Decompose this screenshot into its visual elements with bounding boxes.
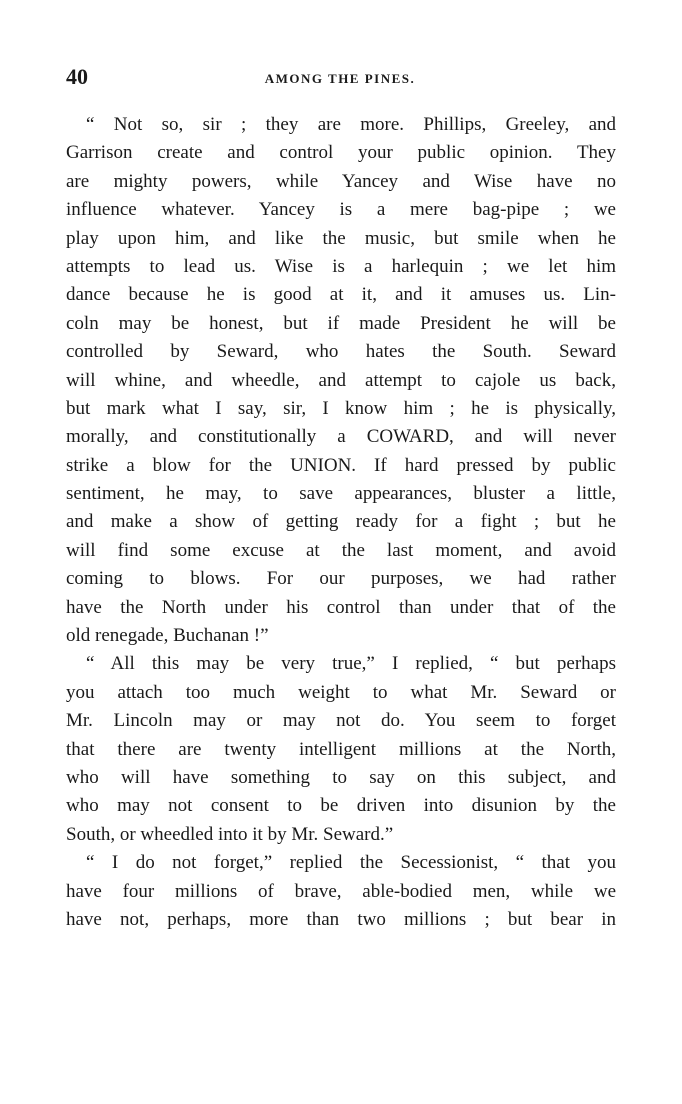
text-line: old renegade, Buchanan !”	[66, 625, 269, 647]
text-line: Mr. Lincoln may or may not do. You seem to forget	[66, 710, 616, 732]
text-line: have the North under his control than under that of the	[66, 596, 616, 618]
text-line: sentiment, he may, to save appearances, bluster a little,	[66, 483, 616, 505]
text-line: who will have something to say on this subject, and	[66, 766, 616, 788]
text-line: attempts to lead us. Wise is a harlequin ; we let him	[66, 255, 616, 277]
text-line: Garrison create and control your public opinion. They	[66, 142, 616, 164]
text-line: who may not consent to be driven into disunion by the	[66, 795, 616, 817]
text-line: and make a show of getting ready for a fight ; but he	[66, 511, 616, 533]
text-line: coming to blows. For our purposes, we had rather	[66, 568, 616, 590]
text-line: coln may be honest, but if made President he will be	[66, 312, 616, 334]
text-line: you attach too much weight to what Mr. Seward or	[66, 681, 616, 703]
text-line: “ All this may be very true,” I replied, “ but perhaps	[86, 653, 616, 675]
text-line: have four millions of brave, able-bodied men, while we	[66, 880, 616, 902]
running-title: AMONG THE PINES.	[264, 71, 416, 86]
text-line: controlled by Seward, who hates the South. Seward	[66, 341, 616, 363]
body-text	[66, 111, 616, 934]
text-line: will whine, and wheedle, and attempt to cajole us back,	[66, 369, 616, 391]
text-line: influence whatever. Yancey is a mere bag-pipe ; we	[66, 199, 616, 221]
text-line: have not, perhaps, more than two millions ; but bear in	[66, 908, 616, 930]
page-number: 40	[66, 64, 88, 89]
text-line: South, or wheedled into it by Mr. Seward.”	[66, 823, 394, 845]
text-line: morally, and constitutionally a COWARD, and will never	[66, 426, 616, 448]
text-line: dance because he is good at it, and it amuses us. Lin-	[66, 284, 616, 306]
text-line: will find some excuse at the last moment, and avoid	[66, 539, 616, 561]
text-line: are mighty powers, while Yancey and Wise have no	[66, 170, 616, 192]
text-line: play upon him, and like the music, but smile when he	[66, 227, 616, 249]
text-line: “ Not so, sir ; they are more. Phillips, Greeley, and	[86, 114, 616, 135]
text-line: but mark what I say, sir, I know him ; he is physically,	[66, 397, 616, 419]
text-line: strike a blow for the UNION. If hard pressed by public	[66, 454, 616, 476]
text-line: “ I do not forget,” replied the Secessionist, “ that you	[86, 852, 616, 874]
text-line: that there are twenty intelligent millions at the North,	[66, 738, 616, 760]
page-header	[66, 62, 614, 92]
